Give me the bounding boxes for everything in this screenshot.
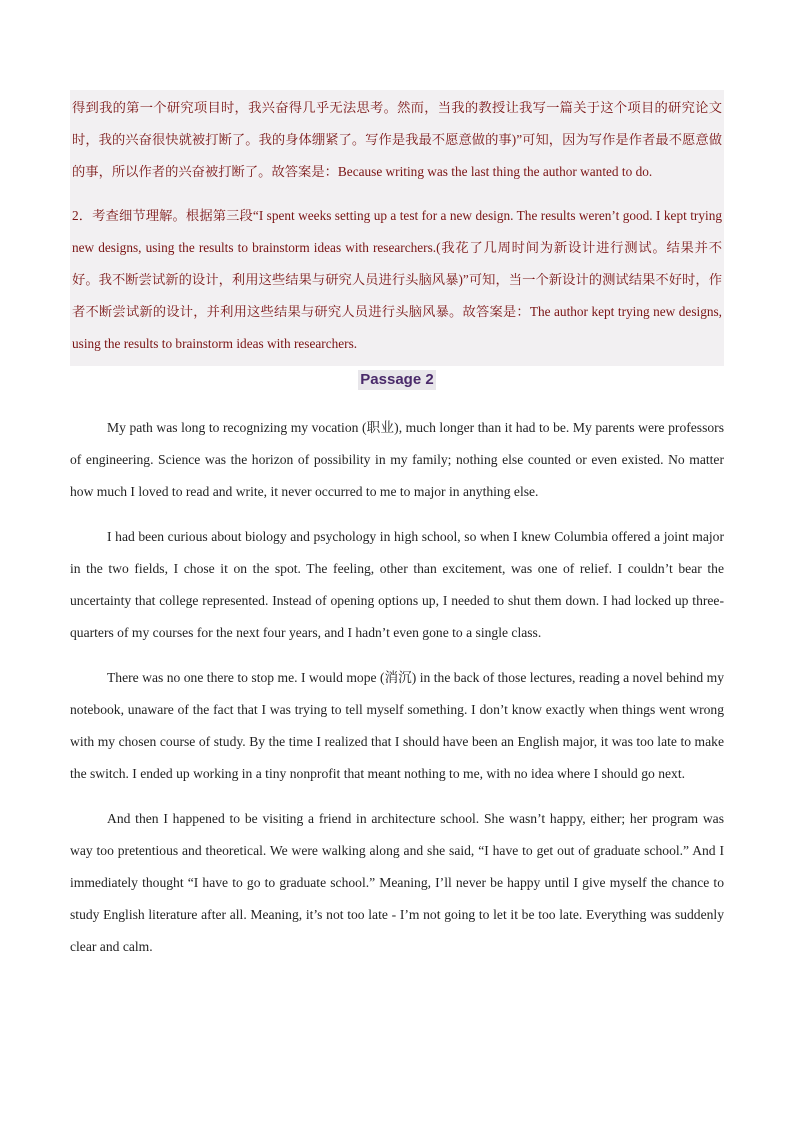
document-page xyxy=(70,90,724,976)
passage-title-wrap xyxy=(70,370,724,394)
passage-title: Passage 2 xyxy=(360,371,434,388)
passage-body xyxy=(70,412,724,963)
passage-paragraph: There was no one there to stop me. I would mope (消沉) in the back of those lectures, reading a novel behind my notebook, unaware of the fact that I was trying to tell myself something. I don’t know exactly when things went wrong with my chosen course of study. By the time I realized that I should have been an English major, it was too late to make the switch. I ended up working in a tiny nonprofit that meant nothing to me, with no idea where I should go next. xyxy=(70,670,724,781)
passage-paragraph: I had been curious about biology and psychology in high school, so when I knew Columbia offered a joint major in the two fields, I chose it on the spot. The feeling, other than excitement, was one of relief. I couldn’t bear the uncertainty that college represented. Instead of opening options up, I needed to shut them down. I had locked up three-quarters of my courses for the next four years, and I hadn’t even gone to a single class. xyxy=(70,529,724,640)
answer-paragraph-1: 得到我的第一个研究项目时，我兴奋得几乎无法思考。然而，当我的教授让我写一篇关于这个项目的研究论文时，我的兴奋很快就被打断了。我的身体绷紧了。写作是我最不愿意做的事)”可知，因为写作是作者最不愿意做的事，所以作者的兴奋被打断了。故答案是：Because writing was the last thing the author wanted to do. xyxy=(72,100,722,179)
answer-explanation-box xyxy=(70,90,724,366)
passage-paragraph: My path was long to recognizing my vocation (职业), much longer than it had to be. My parents were professors of engineering. Science was the horizon of possibility in my family; nothing else counted or even existed. No matter how much I loved to read and write, it never occurred to me to major in anything else. xyxy=(70,420,724,499)
passage-paragraph: And then I happened to be visiting a friend in architecture school. She wasn’t happy, either; her program was way too pretentious and theoretical. We were walking along and she said, “I have to get out of graduate school.” And I immediately thought “I have to go to graduate school.” Meaning, I’ll never be happy until I give myself the chance to study English literature after all. Meaning, it’s not too late - I’m not going to let it be too late. Everything was suddenly clear and calm. xyxy=(70,811,724,954)
answer-paragraph-2: 2．考查细节理解。根据第三段“I spent weeks setting up a test for a new design. The results weren’t good. I kept trying new designs, using the results to brainstorm ideas with researchers.(我花了几周时间为新设计进行测试。结果并不好。我不断尝试新的设计，利用这些结果与研究人员进行头脑风暴)”可知，当一个新设计的测试结果不好时，作者不断尝试新的设计，并利用这些结果与研究人员进行头脑风暴。故答案是：The author kept trying new designs, using the results to brainstorm ideas with researchers. xyxy=(72,208,722,351)
